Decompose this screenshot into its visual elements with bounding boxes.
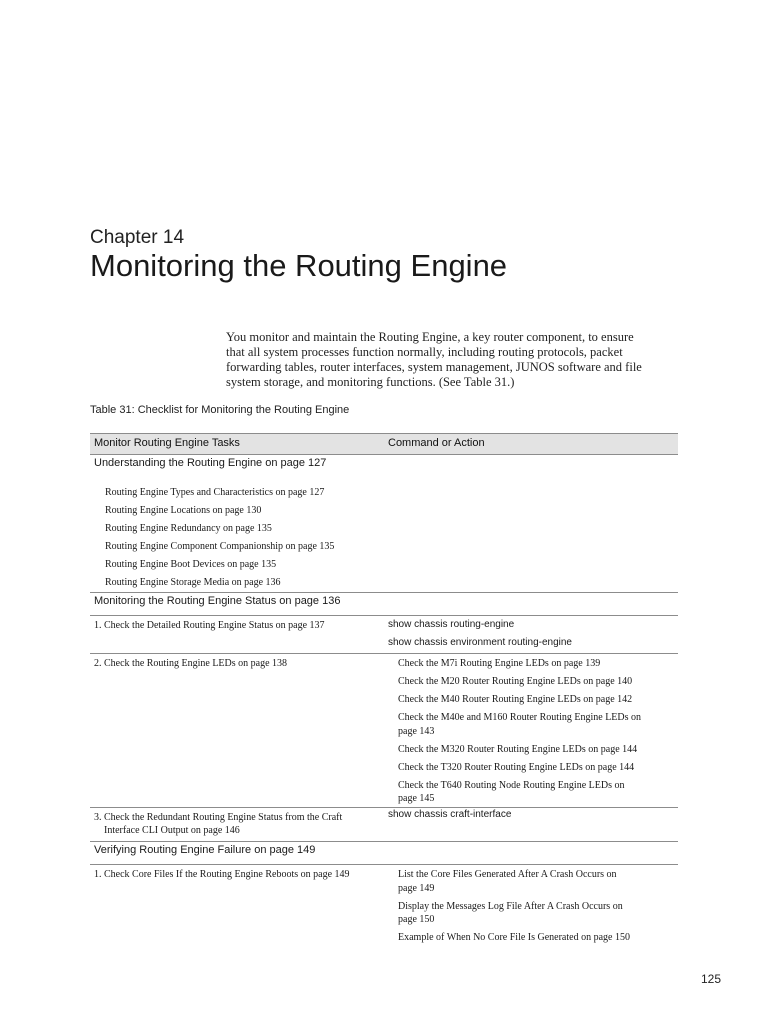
header-tasks: Monitor Routing Engine Tasks (94, 437, 240, 449)
intro-paragraph (226, 330, 686, 390)
list-item: Routing Engine Locations on page 130 (105, 505, 262, 516)
task-cell: 1. Check the Detailed Routing Engine Status on page 137 (94, 620, 325, 631)
action-link[interactable]: Check the T320 Router Routing Engine LEDs on page 144 (398, 761, 635, 773)
intro-line: that all system processes function normally, including routing protocols, packet (226, 345, 623, 359)
action-link[interactable]: Display the Messages Log File After A Crash Occurs on page 150 (398, 900, 623, 925)
intro-line: You monitor and maintain the Routing Engine, a key router component, to ensure (226, 330, 634, 344)
page-number: 125 (701, 972, 722, 986)
action-link[interactable]: Check the M20 Router Routing Engine LEDs on page 140 (398, 676, 633, 687)
header-command: Command or Action (388, 437, 485, 449)
task-cell: 1. Check Core Files If the Routing Engine Reboots on page 149 (94, 869, 350, 880)
chapter-label: Chapter 14 (90, 227, 185, 248)
task-cell: 2. Check the Routing Engine LEDs on page 138 (94, 658, 288, 669)
table-row (90, 865, 678, 947)
command-cell (388, 616, 678, 652)
list-item: Routing Engine Storage Media on page 136 (105, 577, 281, 588)
topic-list (90, 475, 678, 592)
action-link[interactable]: Check the M40 Router Routing Engine LEDs on page 142 (398, 694, 633, 705)
table-row (90, 616, 678, 654)
list-item: Routing Engine Boot Devices on page 135 (105, 559, 277, 570)
command-text: show chassis craft-interface (388, 809, 512, 820)
action-cell (388, 657, 678, 810)
action-link[interactable]: List the Core Files Generated After A Crash Occurs on page 149 (398, 869, 617, 894)
list-item: Routing Engine Types and Characteristics on page 127 (105, 487, 325, 498)
table-caption: Table 31: Checklist for Monitoring the Routing Engine (90, 404, 350, 416)
command-text: show chassis environment routing-engine (388, 637, 572, 648)
action-link[interactable]: Check the M320 Router Routing Engine LEDs on page 144 (398, 743, 638, 755)
command-cell (388, 806, 678, 824)
table-row (90, 808, 678, 842)
action-link[interactable]: Example of When No Core File Is Generated on page 150 (398, 932, 630, 943)
chapter-title: Monitoring the Routing Engine (90, 248, 508, 283)
list-item: Routing Engine Component Companionship on page 135 (105, 541, 335, 552)
section-failure (90, 842, 678, 865)
checklist-table (90, 433, 678, 947)
table-row (90, 654, 678, 808)
intro-line: forwarding tables, router interfaces, system management, JUNOS software and file (226, 360, 642, 374)
command-text: show chassis routing-engine (388, 619, 515, 630)
table-header-row (90, 433, 678, 455)
action-cell (388, 868, 678, 949)
task-cell: 3. Check the Redundant Routing Engine Status from the Craft Interface CLI Output on page 146 (94, 812, 343, 836)
section-status (90, 593, 678, 616)
section-title: Verifying Routing Engine Failure on page 149 (94, 844, 316, 856)
intro-line: system storage, and monitoring functions. (See Table 31.) (226, 375, 515, 389)
section-title: Monitoring the Routing Engine Status on page 136 (94, 595, 341, 607)
section-items (90, 475, 678, 593)
section-title: Understanding the Routing Engine on page 127 (94, 457, 327, 469)
section-understanding (90, 455, 678, 475)
action-link[interactable]: Check the M40e and M160 Router Routing Engine LEDs on page 143 (398, 712, 642, 737)
action-link[interactable]: Check the T640 Routing Node Routing Engine LEDs on page 145 (398, 779, 625, 804)
list-item: Routing Engine Redundancy on page 135 (105, 523, 272, 534)
action-link[interactable]: Check the M7i Routing Engine LEDs on page 139 (398, 658, 601, 669)
